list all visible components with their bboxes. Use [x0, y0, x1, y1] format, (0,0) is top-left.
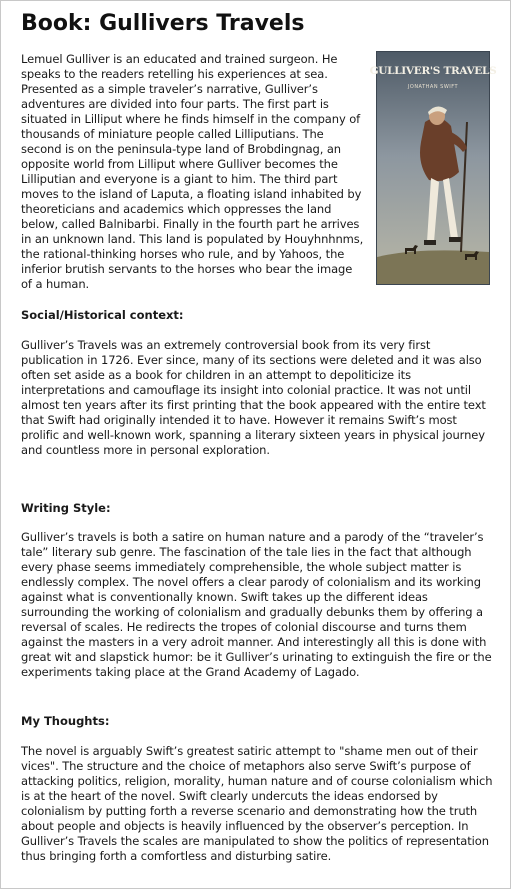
page-title: Book: Gullivers Travels — [21, 11, 305, 36]
section-heading-writing-style: Writing Style: — [21, 501, 111, 515]
section-text-social-historical: Gulliver’s Travels was an extremely controversial book from its very first publication in 1726. Ever since, many of its sections were deleted and it was also often set aside as a book for children in an attempt to depoliticize its interpretations and camouflage its insight into colonial practice. It was not until almost ten years after its first printing that the book appeared with the entire text that Swift had originally intended it to have. However it remains Swift’s most prolific and well-known work, spanning a literary sixteen years in physical journey and countless more in personal exploration. — [21, 338, 486, 457]
cover-author: JONATHAN SWIFT — [407, 84, 459, 90]
cover-title: GULLIVER'S TRAVELS — [369, 65, 497, 77]
section-text-writing-style: Gulliver’s travels is both a satire on human nature and a parody of the “traveler’s tale” literary sub genre. The fascination of the tale lies in the fact that although every phase seems immediately comprehensible, the whole subject matter is endlessly complex. The novel offers a clear parody of colonialism and its working against what is conventionally known. Swift takes up the different ideas surrounding the working of colonialism and gradually debunks them by offering a reversal of scales. He redirects the tropes of colonial discourse and turns them against the masters in a very adroit manner. And interestingly all this is done with great wit and slapstick humor: be it Gulliver’s urinating to extinguish the fire or the experiments taking place at the Grand Academy of Lagado. — [21, 530, 492, 679]
book-cover-illustration — [369, 52, 497, 284]
section-text-my-thoughts: The novel is arguably Swift’s greatest satiric attempt to "shame men out of their vices". The structure and the choice of metaphors also serve Swift’s purpose of attacking politics, religion, morality, human nature and of course colonialism which is at the heart of the novel. Swift clearly undercuts the ideas endorsed by colonialism by putting forth a reverse scenario and demonstrating how the truth about people and objects is heavily influenced by the observer’s perception. In Gulliver’s Travels the scales are manipulated to show the politics of representation thus bringing forth a comfortless and disturbing satire. — [21, 744, 493, 863]
intro-paragraph: Lemuel Gulliver is an educated and trained surgeon. He speaks to the readers retelling his experiences at sea. Presented as a simple traveler’s narrative, Gulliver’s adventures are divided into four parts. The first part is situated in Lilliput where he finds himself in the company of thousands of miniature people called Lilliputians. The second is on the peninsula-type land of Brobdingnag, an opposite world from Lilliput where Gulliver becomes the Lilliputian and everyone is a giant to him. The third part moves to the island of Laputa, a floating island inhabited by theoreticians and academics which oppresses the land below, called Balnibarbi. Finally in the fourth part he arrives in an unknown land. This land is populated by Houyhnhnms, the rational-thinking horses who rule, and by Yahoos, the inferior brutish servants to the horses who bear the image of a human. — [21, 52, 364, 291]
book-cover-image — [369, 52, 497, 284]
section-heading-social-historical: Social/Historical context: — [21, 308, 184, 322]
section-heading-my-thoughts: My Thoughts: — [21, 714, 110, 728]
